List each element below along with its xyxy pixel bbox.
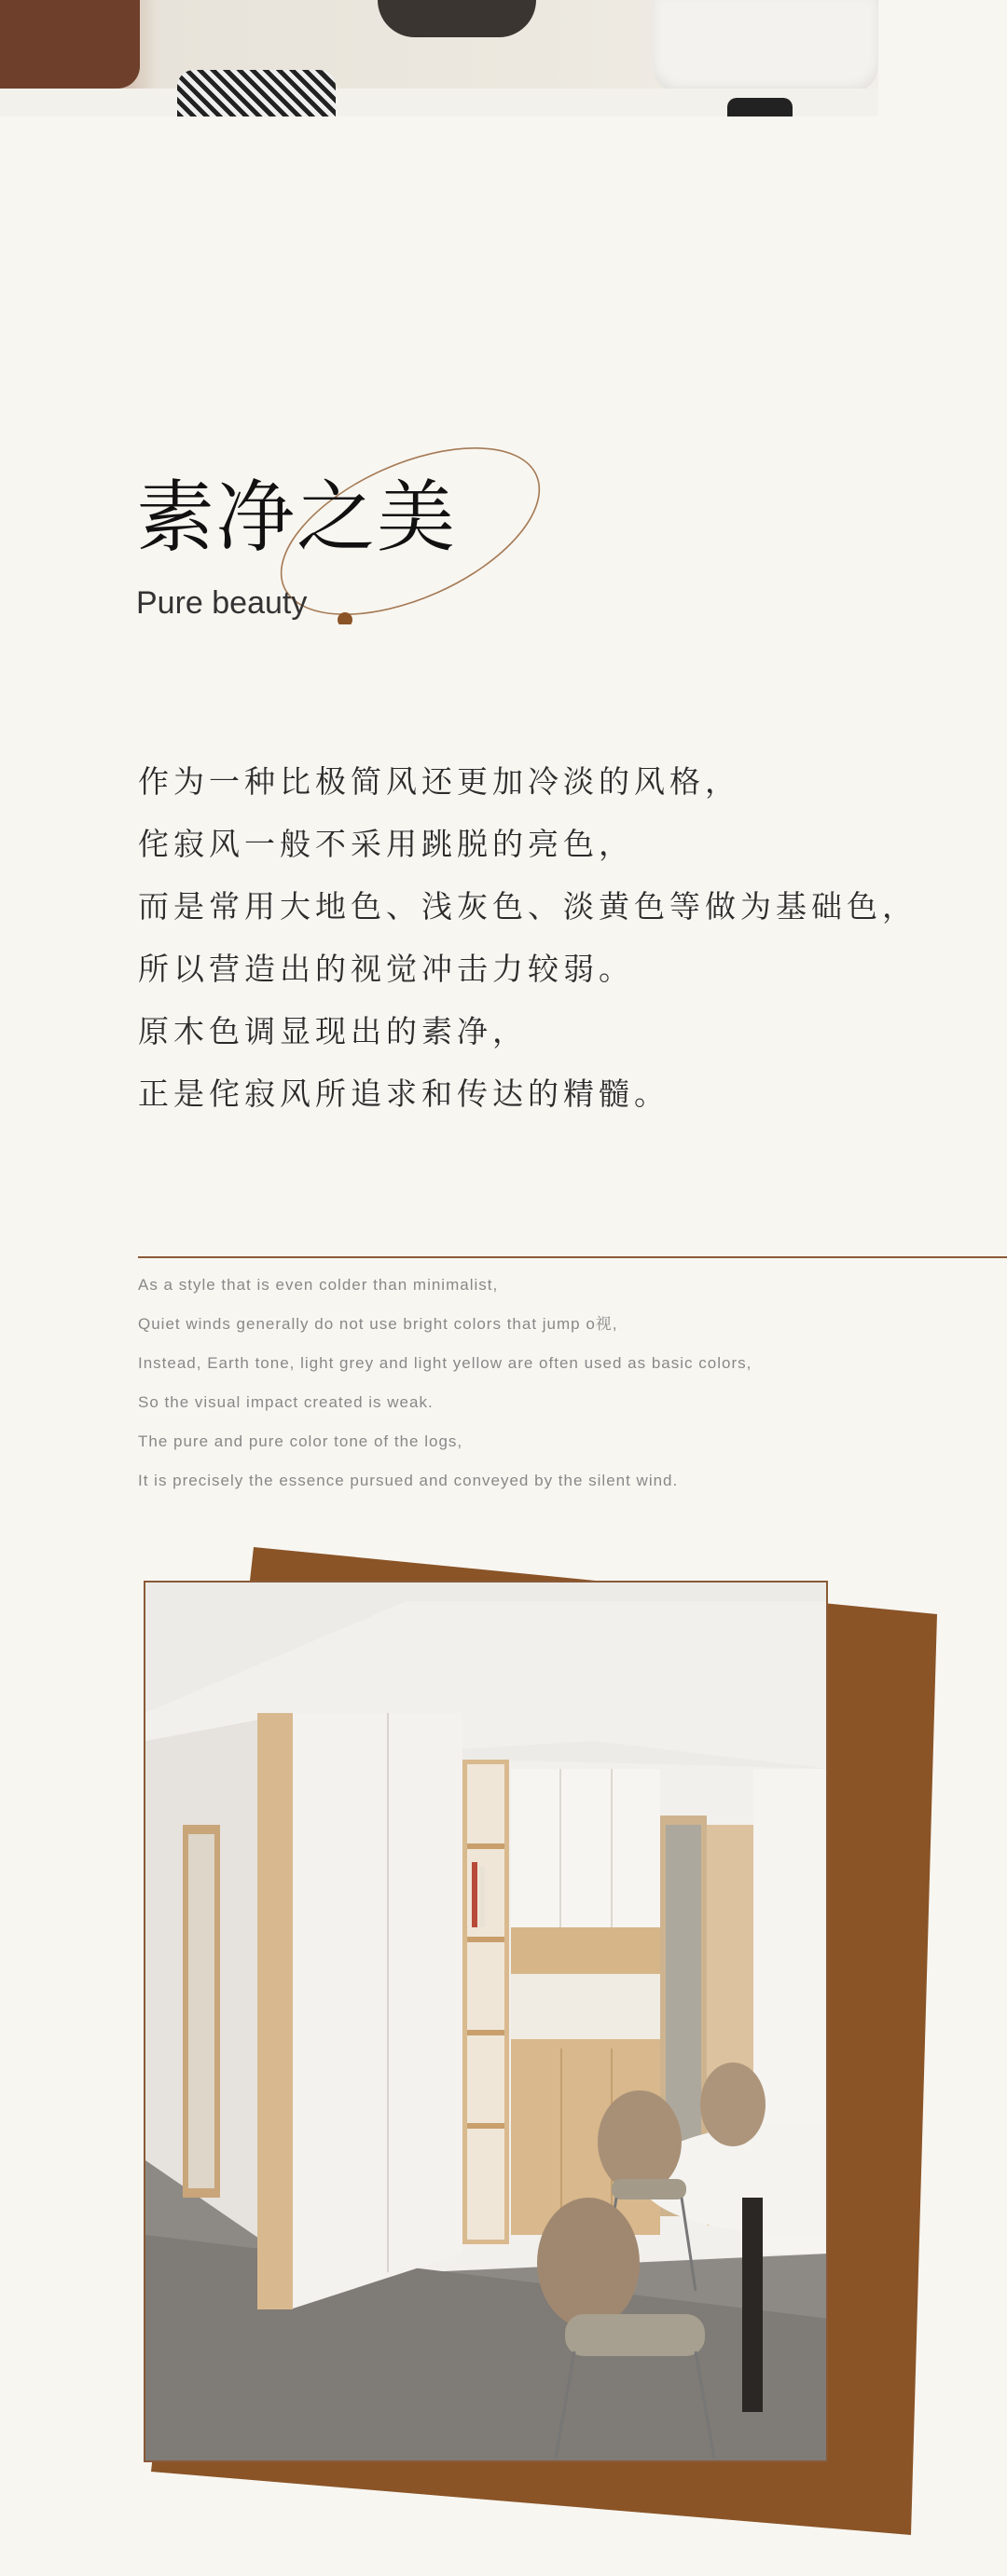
knit-throw <box>177 70 336 116</box>
body-cn-line: 侘寂风一般不采用跳脱的亮色， <box>138 826 634 862</box>
interior-photo <box>144 1581 828 2462</box>
body-cn-line: 作为一种比极简风还更加冷淡的风格， <box>138 763 740 800</box>
brown-sofa <box>0 0 140 89</box>
body-cn-line: 正是侘寂风所追求和传达的精髓。 <box>138 1076 669 1112</box>
section-divider <box>138 1256 1007 1258</box>
body-text-cn <box>138 750 959 1125</box>
body-cn-line: 所以营造出的视觉冲击力较弱。 <box>138 951 634 987</box>
coffee-table <box>378 0 536 37</box>
body-en-line: So the visual impact created is weak. <box>138 1393 434 1411</box>
dining-room-illustration <box>145 1583 828 2462</box>
body-en-line: As a style that is even colder than minimalist, <box>138 1276 499 1294</box>
body-cn-line: 原木色调显现出的素净， <box>138 1013 528 1049</box>
top-interior-photo <box>0 0 878 116</box>
bottom-photo-section <box>0 1528 1007 2576</box>
page-subtitle: Pure beauty <box>136 585 308 621</box>
body-en-line: Quiet winds generally do not use bright colors that jump o视, <box>138 1315 618 1333</box>
body-text-en <box>138 1269 977 1504</box>
body-en-line: Instead, Earth tone, light grey and light yellow are often used as basic colors, <box>138 1354 752 1372</box>
body-en-line: The pure and pure color tone of the logs, <box>138 1432 463 1450</box>
body-en-line: It is precisely the essence pursued and conveyed by the silent wind. <box>138 1472 679 1489</box>
page-title: 素净之美 <box>136 472 458 563</box>
slipper <box>727 98 793 116</box>
white-sofa <box>653 0 878 93</box>
body-cn-line: 而是常用大地色、浅灰色、淡黄色等做为基础色， <box>138 888 917 925</box>
